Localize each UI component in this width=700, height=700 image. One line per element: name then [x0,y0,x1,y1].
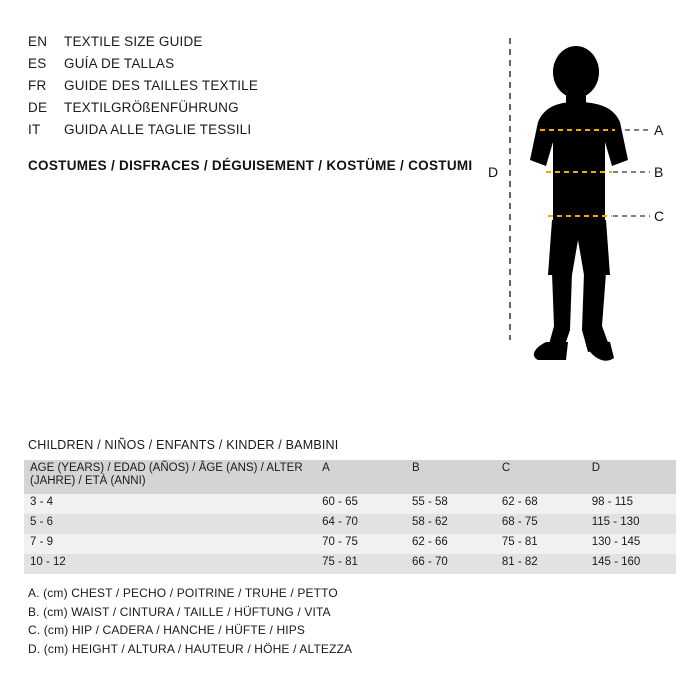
legend-item-c: C. (cm) HIP / CADERA / HANCHE / HÜFTE / HIPS [28,623,306,637]
measurement-legend [28,584,352,658]
cell-b: 55 - 58 [406,494,496,514]
cell-b: 58 - 62 [406,514,496,534]
cell-a: 64 - 70 [316,514,406,534]
cell-age: 7 - 9 [24,534,316,554]
cell-c: 62 - 68 [496,494,586,514]
language-code: DE [28,100,48,115]
cell-age: 3 - 4 [24,494,316,514]
cell-d: 115 - 130 [586,514,676,534]
language-list [28,34,458,144]
language-text: GUIDA ALLE TAGLIE TESSILI [64,122,252,137]
language-code: IT [28,122,41,137]
language-row [28,34,458,56]
cell-age: 10 - 12 [24,554,316,574]
label-b: B [654,164,664,180]
header-b: B [406,460,496,494]
language-row [28,100,458,122]
language-code: FR [28,78,47,93]
table-row [24,514,676,534]
header-age: AGE (YEARS) / EDAD (AÑOS) / ÂGE (ANS) / ALTER (JAHRE) / ETÀ (ANNI) [24,460,316,494]
cell-a: 75 - 81 [316,554,406,574]
size-table [24,460,676,574]
costumes-heading: COSTUMES / DISFRACES / DÉGUISEMENT / KOSTÜME / COSTUMI [28,158,473,173]
language-row [28,122,458,144]
label-c: C [654,208,665,224]
language-code: EN [28,34,48,49]
header-a: A [316,460,406,494]
table-caption: CHILDREN / NIÑOS / ENFANTS / KINDER / BAMBINI [28,438,339,452]
table-row [24,494,676,514]
header-c: C [496,460,586,494]
cell-a: 70 - 75 [316,534,406,554]
table-row [24,534,676,554]
language-text: TEXTILGRÖßENFÜHRUNG [64,100,239,115]
measurement-figure [460,30,680,390]
legend-item-d: D. (cm) HEIGHT / ALTURA / HAUTEUR / HÖHE / ALTEZZA [28,641,353,656]
cell-c: 75 - 81 [496,534,586,554]
cell-b: 62 - 66 [406,534,496,554]
language-row [28,56,458,78]
label-a: A [654,122,664,138]
label-d: D [488,164,499,180]
cell-c: 81 - 82 [496,554,586,574]
cell-d: 145 - 160 [586,554,676,574]
cell-age: 5 - 6 [24,514,316,534]
language-text: GUIDE DES TAILLES TEXTILE [64,78,259,93]
header-d: D [586,460,676,494]
cell-a: 60 - 65 [316,494,406,514]
child-silhouette [530,46,628,361]
language-text: GUÍA DE TALLAS [64,56,175,71]
table-header-row [24,460,676,494]
cell-d: 130 - 145 [586,534,676,554]
legend-item-b: B. (cm) WAIST / CINTURA / TAILLE / HÜFTUNG / VITA [28,604,331,619]
language-text: TEXTILE SIZE GUIDE [64,34,203,49]
cell-d: 98 - 115 [586,494,676,514]
table-row [24,554,676,574]
cell-c: 68 - 75 [496,514,586,534]
language-code: ES [28,56,47,71]
language-row [28,78,458,100]
cell-b: 66 - 70 [406,554,496,574]
legend-item-a: A. (cm) CHEST / PECHO / POITRINE / TRUHE / PETTO [28,586,338,600]
